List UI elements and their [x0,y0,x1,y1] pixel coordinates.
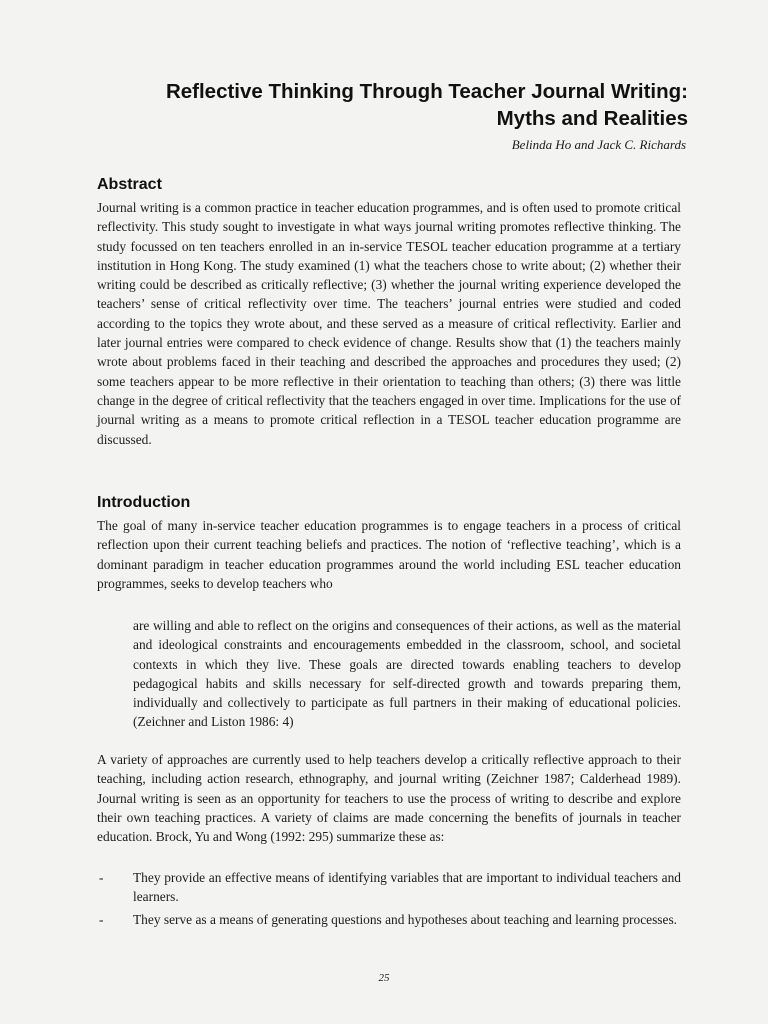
paper-title [88,78,688,132]
list-item-text: They serve as a means of generating questions and hypotheses about teaching and learning processes. [133,911,678,927]
title-line-2: Myths and Realities [496,107,688,130]
benefits-list [97,868,681,932]
bullet-dash: - [99,870,104,885]
list-item-text: They provide an effective means of identifying variables that are important to individual teachers and learners. [133,870,681,905]
bullet-dash: - [99,911,104,927]
abstract-text: Journal writing is a common practice in teacher education programmes, and is often used to promote critical reflectivity. This study sought to investigate in what ways journal writing promotes reflective thinking. The study focussed on ten teachers enrolled in an in-service TESOL teacher education programme at a tertiary institution in Hong Kong. The study examined (1) what the teachers chose to write about; (2) whether their writing could be described as critically reflective; (3) whether the journal writing experience developed the teachers’ sense of critical reflectivity over time. The teachers’ journal entries were studied and coded according to the topics they wrote about, and these served as a measure of critical reflectivity. Earlier and later journal entries were compared to check evidence of change. Results show that (1) the teachers mainly wrote about problems faced in their teaching and described the approaches and procedures they used; (2) some teachers appear to be more reflective in their orientation to teaching than others; (3) there was little change in the degree of critical reflectivity that the teachers engaged in over time. Implications for the use of journal writing as a means to promote critical reflection in a TESOL teacher education programme are discussed. [97,200,681,447]
intro-paragraph-1: The goal of many in-service teacher education programmes is to engage teachers in a process of critical reflection upon their current teaching beliefs and practices. The notion of ‘reflective teaching’, which is a dominant paradigm in teacher education programmes around the world including ESL teacher education programmes, seeks to develop teachers who [97,518,681,591]
intro-paragraph-2: A variety of approaches are currently used to help teachers develop a critically reflective approach to their teaching, including action research, ethnography, and journal writing (Zeichner 1987; Calderhead 1989). Journal writing is seen as an opportunity for teachers to use the process of writing to describe and explore their own teaching practices. A variety of claims are made concerning the benefits of journals in teacher education. Brock, Yu and Wong (1992: 295) summarize these as: [97,752,681,845]
authors: Belinda Ho and Jack C. Richards [511,137,686,152]
page-number: 25 [378,972,390,984]
list-item [97,910,681,929]
title-line-1: Reflective Thinking Through Teacher Journal Writing: [165,80,688,103]
introduction-heading: Introduction [97,494,191,511]
abstract-heading: Abstract [97,176,162,193]
block-quote: are willing and able to reflect on the origins and consequences of their actions, as well as the material and ideological constraints and encouragements embedded in the classroom, school, and societal contexts in which they live. These goals are directed towards enabling teachers to develop pedagogical habits and skills necessary for self-directed growth and towards preparing them, individually and collectively to participate as full partners in their making of educational policies. (Zeichner and Liston 1986: 4) [133,618,681,730]
list-item [97,868,681,907]
